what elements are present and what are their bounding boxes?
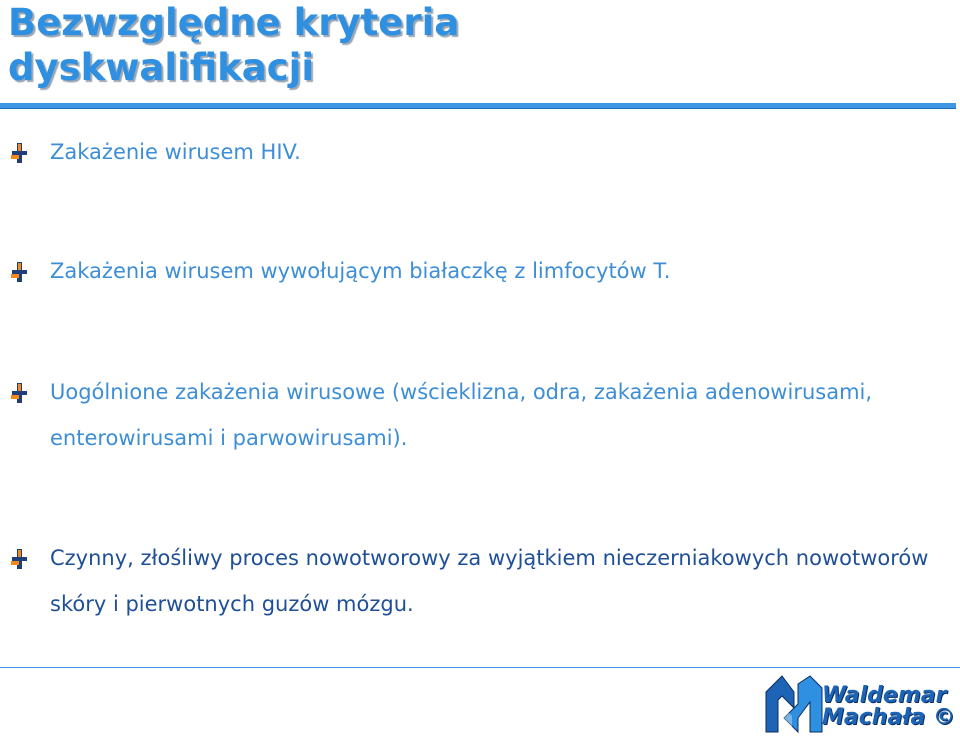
pin-bullet-icon xyxy=(10,548,30,570)
bullet-item-2 xyxy=(10,259,940,289)
page-title-line-1: Bezwzględne kryteria xyxy=(8,1,460,44)
pin-bullet-icon xyxy=(10,382,30,404)
bullet-text-1: Zakażenie wirusem HIV. xyxy=(50,140,301,164)
logo-name-line-1: Waldemar xyxy=(822,683,947,708)
author-logo xyxy=(764,674,960,737)
title-divider xyxy=(0,103,956,109)
bullet-text-4: Czynny, złośliwy proces nowotworowy za wyjątkiem nieczerniakowych nowotworów skóry i pierwotnych guzów mózgu. xyxy=(50,546,929,616)
footer-divider xyxy=(0,667,960,668)
bullet-text-2: Zakażenia wirusem wywołującym białaczkę z limfocytów T. xyxy=(50,259,671,283)
bullet-item-1 xyxy=(10,140,940,170)
pin-bullet-icon xyxy=(10,261,30,283)
bullet-item-4 xyxy=(10,546,940,626)
wm-logo-icon xyxy=(764,674,824,734)
logo-name-line-2: Machała © xyxy=(822,705,956,730)
bullet-text-3: Uogólnione zakażenia wirusowe (wścieklizna, odra, zakażenia adenowirusami, enterowirusami i parwowirusami). xyxy=(50,380,873,450)
pin-bullet-icon xyxy=(10,142,30,164)
page-title-line-2: dyskwalifikacji xyxy=(8,46,315,89)
page-title xyxy=(8,0,459,90)
bullet-item-3 xyxy=(10,380,940,460)
